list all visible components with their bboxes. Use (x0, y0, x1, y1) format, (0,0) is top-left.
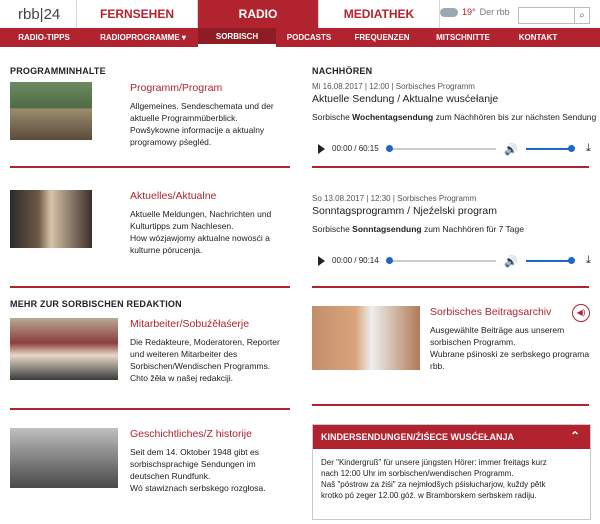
program-heading: PROGRAMMINHALTE (10, 66, 106, 76)
divider (312, 404, 589, 406)
nav-kontakt[interactable]: KONTAKT (518, 33, 558, 42)
volume-icon[interactable]: 🔊 (504, 256, 518, 268)
weather-temp: 19° (462, 7, 476, 17)
progress-handle[interactable] (386, 145, 393, 152)
chevron-up-icon[interactable]: ⌃ (569, 429, 580, 443)
aktuelles-title-link[interactable]: Aktuelles/Aktualne (130, 190, 217, 202)
kindersendungen-body: Der "Kindergruß" für unsere jüngsten Hörer: immer freitags kurz nach 12:00 Uhr im sorbischen/wendischen Programm. Naš "póstrow za źiśi" za nejmłodšych pśisłucharjow, kuždy pětk krotko pó zeger 12.00 góź. w Bramborskem serbskem radiju. (321, 458, 547, 500)
nachhoeren-heading: NACHHÖREN (312, 66, 373, 76)
episode1-description: Sorbische Wochentagsendung zum Nachhören bis zur nächsten Sendung (312, 112, 597, 122)
aktuelles-description: Aktuelle Meldungen, Nachrichten und Kulturtipps zum Nachlesen. How wózjawjomy aktualne nowosći a kulturne pórucenja. (130, 209, 272, 255)
top-tabs (76, 0, 440, 28)
divider (312, 286, 589, 288)
aktuelles-thumbnail[interactable] (10, 190, 92, 248)
volume-icon[interactable]: 🔊 (504, 144, 518, 156)
rbb24-logo[interactable]: rbb|24 (18, 6, 61, 23)
cloud-icon (440, 8, 458, 17)
divider (10, 408, 290, 410)
mitarbeiter-description: Die Redakteure, Moderatoren, Reporter und weiteren Mitarbeiter des Sorbischen/Wendischen Programms. Chto žěła w našej redakciji. (130, 337, 280, 383)
tab-radio[interactable]: RADIO (197, 0, 318, 28)
main-nav (0, 28, 600, 47)
kindersendungen-header[interactable]: KINDERSENDUNGEN/ŹIŚECE WUSĆEŁANJA ⌃ (313, 425, 590, 449)
download-icon[interactable]: ⤓ (586, 254, 591, 266)
tab-fernsehen[interactable]: FERNSEHEN (76, 0, 197, 28)
mitarbeiter-title-link[interactable]: Mitarbeiter/Sobuźěłaśerje (130, 318, 250, 330)
more-heading: MEHR ZUR SORBISCHEN REDAKTION (10, 299, 182, 309)
audio-player-episode2 (318, 254, 590, 268)
progress-handle[interactable] (386, 257, 393, 264)
nav-radioprogramme[interactable]: RADIOPROGRAMME ▾ (100, 33, 186, 42)
tab-mediathek[interactable]: MEDIATHEK (318, 0, 440, 28)
nav-mitschnitte[interactable]: MITSCHNITTE (436, 33, 490, 42)
divider (10, 166, 290, 168)
audio-icon: ◀) (572, 304, 590, 322)
geschichte-title-link[interactable]: Geschichtliches/Z historije (130, 428, 252, 440)
geschichte-description: Seit dem 14. Oktober 1948 gibt es sorbischsprachige Sendungen im deutschen Rundfunk. Wó stawiznach serbskego rozgłosa. (130, 447, 266, 493)
search-icon[interactable]: ⌕ (574, 8, 589, 23)
nav-frequenzen[interactable]: FREQUENZEN (354, 33, 410, 42)
progress-track[interactable] (388, 260, 496, 262)
search-input[interactable] (518, 7, 590, 24)
program-description: Allgemeines. Sendeschemata und der aktuelle Programmüberblick. Powšykowne informacije a aktualny programowy pśegléd. (130, 101, 274, 147)
episode2-meta: So 13.08.2017 | 12:30 | Sorbisches Programm (312, 194, 477, 203)
weather-city: Der rbb (479, 7, 510, 17)
volume-handle[interactable] (568, 145, 575, 152)
player-time: 00:00 / 60:15 (332, 144, 379, 153)
play-icon[interactable] (318, 144, 325, 154)
program-thumbnail[interactable] (10, 82, 92, 140)
play-icon[interactable] (318, 256, 325, 266)
volume-track[interactable] (526, 148, 572, 150)
progress-track[interactable] (388, 148, 496, 150)
player-time: 00:00 / 90:14 (332, 256, 379, 265)
archiv-thumbnail[interactable] (312, 306, 420, 370)
volume-track[interactable] (526, 260, 572, 262)
episode1-meta: Mi 16.08.2017 | 12:00 | Sorbisches Programm (312, 82, 475, 91)
archiv-title-link[interactable]: Sorbisches Beitragsarchiv (430, 306, 552, 318)
episode2-title[interactable]: Sonntagsprogramm / Njeźelski program (312, 205, 497, 217)
audio-player-episode1 (318, 142, 590, 156)
divider (10, 286, 290, 288)
divider (312, 166, 589, 168)
program-title-link[interactable]: Programm/Program (130, 82, 223, 94)
archiv-description: Ausgewählte Beiträge aus unserem sorbischen Programm. Wubrane pśinoski ze serbskego programa rbb. (430, 325, 590, 371)
kindersendungen-box (312, 424, 591, 520)
mitarbeiter-thumbnail[interactable] (10, 318, 118, 380)
geschichte-thumbnail[interactable] (10, 428, 118, 488)
nav-podcasts[interactable]: PODCASTS (286, 33, 332, 42)
volume-handle[interactable] (568, 257, 575, 264)
nav-radio-tipps[interactable]: RADIO-TIPPS (18, 33, 70, 42)
top-bar (0, 0, 600, 29)
weather-widget[interactable] (440, 7, 510, 17)
episode2-description: Sorbische Sonntagsendung zum Nachhören für 7 Tage (312, 224, 524, 234)
download-icon[interactable]: ⤓ (586, 142, 591, 154)
episode1-title[interactable]: Aktuelle Sendung / Aktualne wusćełanje (312, 93, 499, 105)
nav-sorbisch[interactable]: SORBISCH (198, 28, 276, 47)
